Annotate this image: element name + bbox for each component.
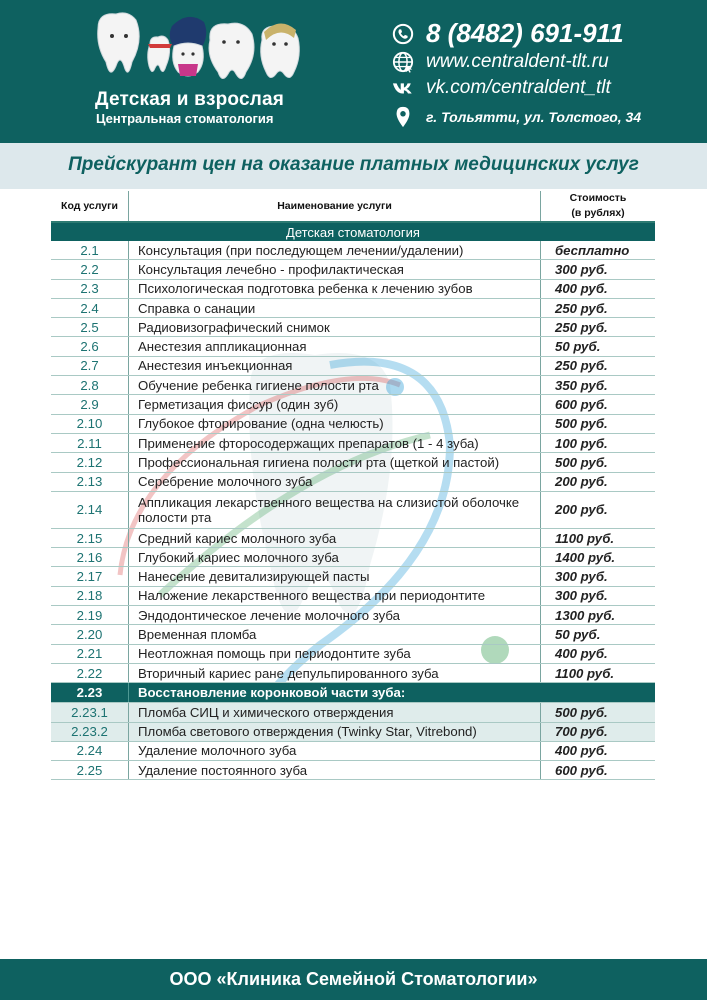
cell-code: 2.20 <box>51 625 129 644</box>
cell-code: 2.10 <box>51 414 129 433</box>
table-row <box>51 241 655 260</box>
cell-code: 2.25 <box>51 761 129 780</box>
cell-price: 1100 руб. <box>541 663 656 682</box>
cell-price: 200 руб. <box>541 472 656 491</box>
cell-code: 2.12 <box>51 453 129 472</box>
cell-code: 2.5 <box>51 318 129 337</box>
table-row <box>51 318 655 337</box>
address <box>392 106 641 128</box>
cell-code: 2.22 <box>51 663 129 682</box>
cell-name: Пломба СИЦ и химического отверждения <box>129 703 541 722</box>
cell-code: 2.13 <box>51 472 129 491</box>
table-row <box>51 703 655 722</box>
phone-icon <box>392 23 414 45</box>
brand-subtitle: Центральная стоматология <box>96 111 274 126</box>
website-url: www.centraldent-tlt.ru <box>426 51 609 72</box>
cell-code: 2.11 <box>51 433 129 452</box>
phone-contact[interactable] <box>392 18 624 49</box>
cell-price: 400 руб. <box>541 279 656 298</box>
cell-code: 2.16 <box>51 548 129 567</box>
cell-price: 50 руб. <box>541 625 656 644</box>
table-row <box>51 663 655 682</box>
table-row <box>51 491 655 528</box>
cell-code: 2.7 <box>51 356 129 375</box>
cell-name: Серебрение молочного зуба <box>129 472 541 491</box>
table-row <box>51 722 655 741</box>
vk-link[interactable] <box>392 77 611 99</box>
table-row <box>51 567 655 586</box>
cell-name: Временная пломба <box>129 625 541 644</box>
address-text: г. Тольятти, ул. Толстого, 34 <box>426 109 642 125</box>
cell-name: Консультация (при последующем лечении/удалении) <box>129 241 541 260</box>
cell-price: 500 руб. <box>541 703 656 722</box>
cell-price: 100 руб. <box>541 433 656 452</box>
table-row <box>51 395 655 414</box>
cell-price: 600 руб. <box>541 395 656 414</box>
cell-name: Неотложная помощь при периодонтите зуба <box>129 644 541 663</box>
brand-title: Детская и взрослая <box>95 89 285 110</box>
globe-icon <box>392 51 414 73</box>
cell-name: Наложение лекарственного вещества при периодонтите <box>129 586 541 605</box>
cell-price: 200 руб. <box>541 491 656 528</box>
cell-name: Эндодонтическое лечение молочного зуба <box>129 606 541 625</box>
section-header <box>51 222 655 241</box>
table-row <box>51 356 655 375</box>
cell-name: Применение фторосодержащих препаратов (1 - 4 зуба) <box>129 433 541 452</box>
cell-name: Обучение ребенка гигиене полости рта <box>129 376 541 395</box>
table-row <box>51 453 655 472</box>
cell-name: Радиовизографический снимок <box>129 318 541 337</box>
table-row <box>51 433 655 452</box>
cell-code: 2.14 <box>51 491 129 528</box>
table-row <box>51 528 655 547</box>
table-row <box>51 606 655 625</box>
table-row <box>51 472 655 491</box>
price-column-header: Стоимость (в рублях) <box>541 191 656 222</box>
cell-name: Удаление молочного зуба <box>129 741 541 760</box>
cell-price: 400 руб. <box>541 644 656 663</box>
vk-icon <box>392 77 414 99</box>
cell-code: 2.24 <box>51 741 129 760</box>
cell-code: 2.2 <box>51 260 129 279</box>
table-header <box>51 191 655 222</box>
cell-name: Глубокий кариес молочного зуба <box>129 548 541 567</box>
phone-number: 8 (8482) 691-911 <box>426 18 624 48</box>
code-column-header: Код услуги <box>51 191 129 222</box>
cell-code: 2.17 <box>51 567 129 586</box>
vk-url: vk.com/centraldent_tlt <box>426 77 611 98</box>
cell-name: Анестезия инъекционная <box>129 356 541 375</box>
cell-name: Удаление постоянного зуба <box>129 761 541 780</box>
subsection-header <box>51 683 655 703</box>
cell-code: 2.4 <box>51 298 129 317</box>
table-row <box>51 337 655 356</box>
cell-price: 400 руб. <box>541 741 656 760</box>
cell-name: Аппликация лекарственного вещества на слизистой оболочке полости рта <box>129 491 541 528</box>
cell-name: Пломба светового отверждения (Twinky Star, Vitrebond) <box>129 722 541 741</box>
table-row <box>51 376 655 395</box>
table-row <box>51 279 655 298</box>
table-row <box>51 298 655 317</box>
table-row <box>51 548 655 567</box>
cell-code: 2.1 <box>51 241 129 260</box>
footer: ООО «Клиника Семейной Стоматологии» <box>0 959 707 1000</box>
cell-code: 2.6 <box>51 337 129 356</box>
cell-name: Профессиональная гигиена полости рта (щеткой и пастой) <box>129 453 541 472</box>
cell-code: 2.21 <box>51 644 129 663</box>
cell-name: Нанесение девитализирующей пасты <box>129 567 541 586</box>
cell-price: 250 руб. <box>541 356 656 375</box>
cell-price: 350 руб. <box>541 376 656 395</box>
location-pin-icon <box>392 106 414 128</box>
cell-name: Глубокое фторирование (одна челюсть) <box>129 414 541 433</box>
subsection-code: 2.23 <box>51 683 129 703</box>
cell-price: 50 руб. <box>541 337 656 356</box>
table-row <box>51 586 655 605</box>
header-banner <box>0 0 707 143</box>
cell-code: 2.15 <box>51 528 129 547</box>
section-title: Детская стоматология <box>51 222 655 241</box>
cell-code: 2.19 <box>51 606 129 625</box>
cell-price: 500 руб. <box>541 453 656 472</box>
table-row <box>51 625 655 644</box>
cell-price: 250 руб. <box>541 318 656 337</box>
cell-price: 500 руб. <box>541 414 656 433</box>
cell-code: 2.3 <box>51 279 129 298</box>
website-link[interactable] <box>392 51 609 73</box>
cell-code: 2.18 <box>51 586 129 605</box>
table-row <box>51 741 655 760</box>
price-table <box>51 191 655 780</box>
subsection-title: Восстановление коронковой части зуба: <box>129 683 656 703</box>
table-row <box>51 414 655 433</box>
cell-price: 300 руб. <box>541 260 656 279</box>
cell-name: Средний кариес молочного зуба <box>129 528 541 547</box>
cell-name: Вторичный кариес ране депульпированного зуба <box>129 663 541 682</box>
cell-code: 2.8 <box>51 376 129 395</box>
cell-code: 2.23.2 <box>51 722 129 741</box>
cell-price: 1300 руб. <box>541 606 656 625</box>
cell-name: Справка о санации <box>129 298 541 317</box>
page-title: Прейскурант цен на оказание платных медицинских услуг <box>68 154 639 175</box>
tooth-family-mascots-icon <box>88 10 313 86</box>
cell-price: 300 руб. <box>541 567 656 586</box>
cell-name: Герметизация фиссур (один зуб) <box>129 395 541 414</box>
cell-price: бесплатно <box>541 241 656 260</box>
cell-price: 250 руб. <box>541 298 656 317</box>
cell-price: 600 руб. <box>541 761 656 780</box>
table-row <box>51 761 655 780</box>
cell-name: Консультация лечебно - профилактическая <box>129 260 541 279</box>
cell-price: 700 руб. <box>541 722 656 741</box>
cell-code: 2.9 <box>51 395 129 414</box>
table-row <box>51 644 655 663</box>
table-row <box>51 260 655 279</box>
name-column-header: Наименование услуги <box>129 191 541 222</box>
cell-name: Психологическая подготовка ребенка к лечению зубов <box>129 279 541 298</box>
cell-price: 300 руб. <box>541 586 656 605</box>
cell-price: 1400 руб. <box>541 548 656 567</box>
cell-name: Анестезия аппликационная <box>129 337 541 356</box>
cell-price: 1100 руб. <box>541 528 656 547</box>
cell-code: 2.23.1 <box>51 703 129 722</box>
